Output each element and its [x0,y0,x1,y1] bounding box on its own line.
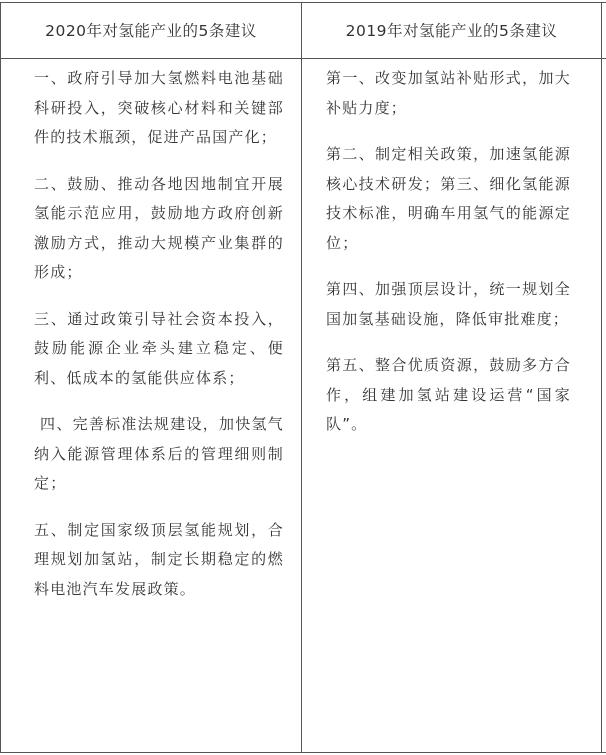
recommendation-2020-4: 四、完善标准法规建设，加快氢气纳入能源管理体系后的管理细则制定； [34,415,284,492]
table-left-border [0,2,1,753]
recommendation-2019-2: 第二、制定相关政策，加速氢能源核心技术研发；第三、细化氢能源技术标准，明确车用氢气的能源定位； [326,145,571,252]
header-2020: 2020年对氢能产业的5条建议 [45,22,257,40]
recommendation-2019-3: 第四、加强顶层设计，统一规划全国加氢基础设施，降低审批难度； [326,280,571,328]
header-2019: 2019年对氢能产业的5条建议 [345,22,558,40]
recommendation-2020-3: 三、通过政策引导社会资本投入，鼓励能源企业牵头建立稳定、便利、低成本的氢能供应体系； [34,309,284,387]
table-right-border [601,2,602,753]
recommendation-2019-1: 第一、改变加氢站补贴形式，加大补贴力度； [326,69,571,117]
column-divider [301,2,302,753]
recommendation-2020-2: 二、鼓励、推动各地因地制宜开展氢能示范应用，鼓励地方政府创新激励方式，推动大规模产业集群的形成； [34,174,284,281]
column-2019-recommendations [326,64,571,457]
recommendation-2020-1: 一、政府引导加大氢燃料电池基础科研投入，突破核心材料和关键部件的技术瓶颈，促进产品国产化； [34,69,284,146]
recommendation-2020-5: 五、制定国家级顶层氢能规划，合理规划加氢站，制定长期稳定的燃料电池汽车发展政策。 [34,520,284,598]
table-bottom-border [0,752,606,753]
recommendation-2019-4: 第五、整合优质资源，鼓励多方合作，组建加氢站建设运营“国家队”。 [326,356,571,433]
column-2020-recommendations [34,64,284,621]
header-bottom-border [0,58,606,59]
